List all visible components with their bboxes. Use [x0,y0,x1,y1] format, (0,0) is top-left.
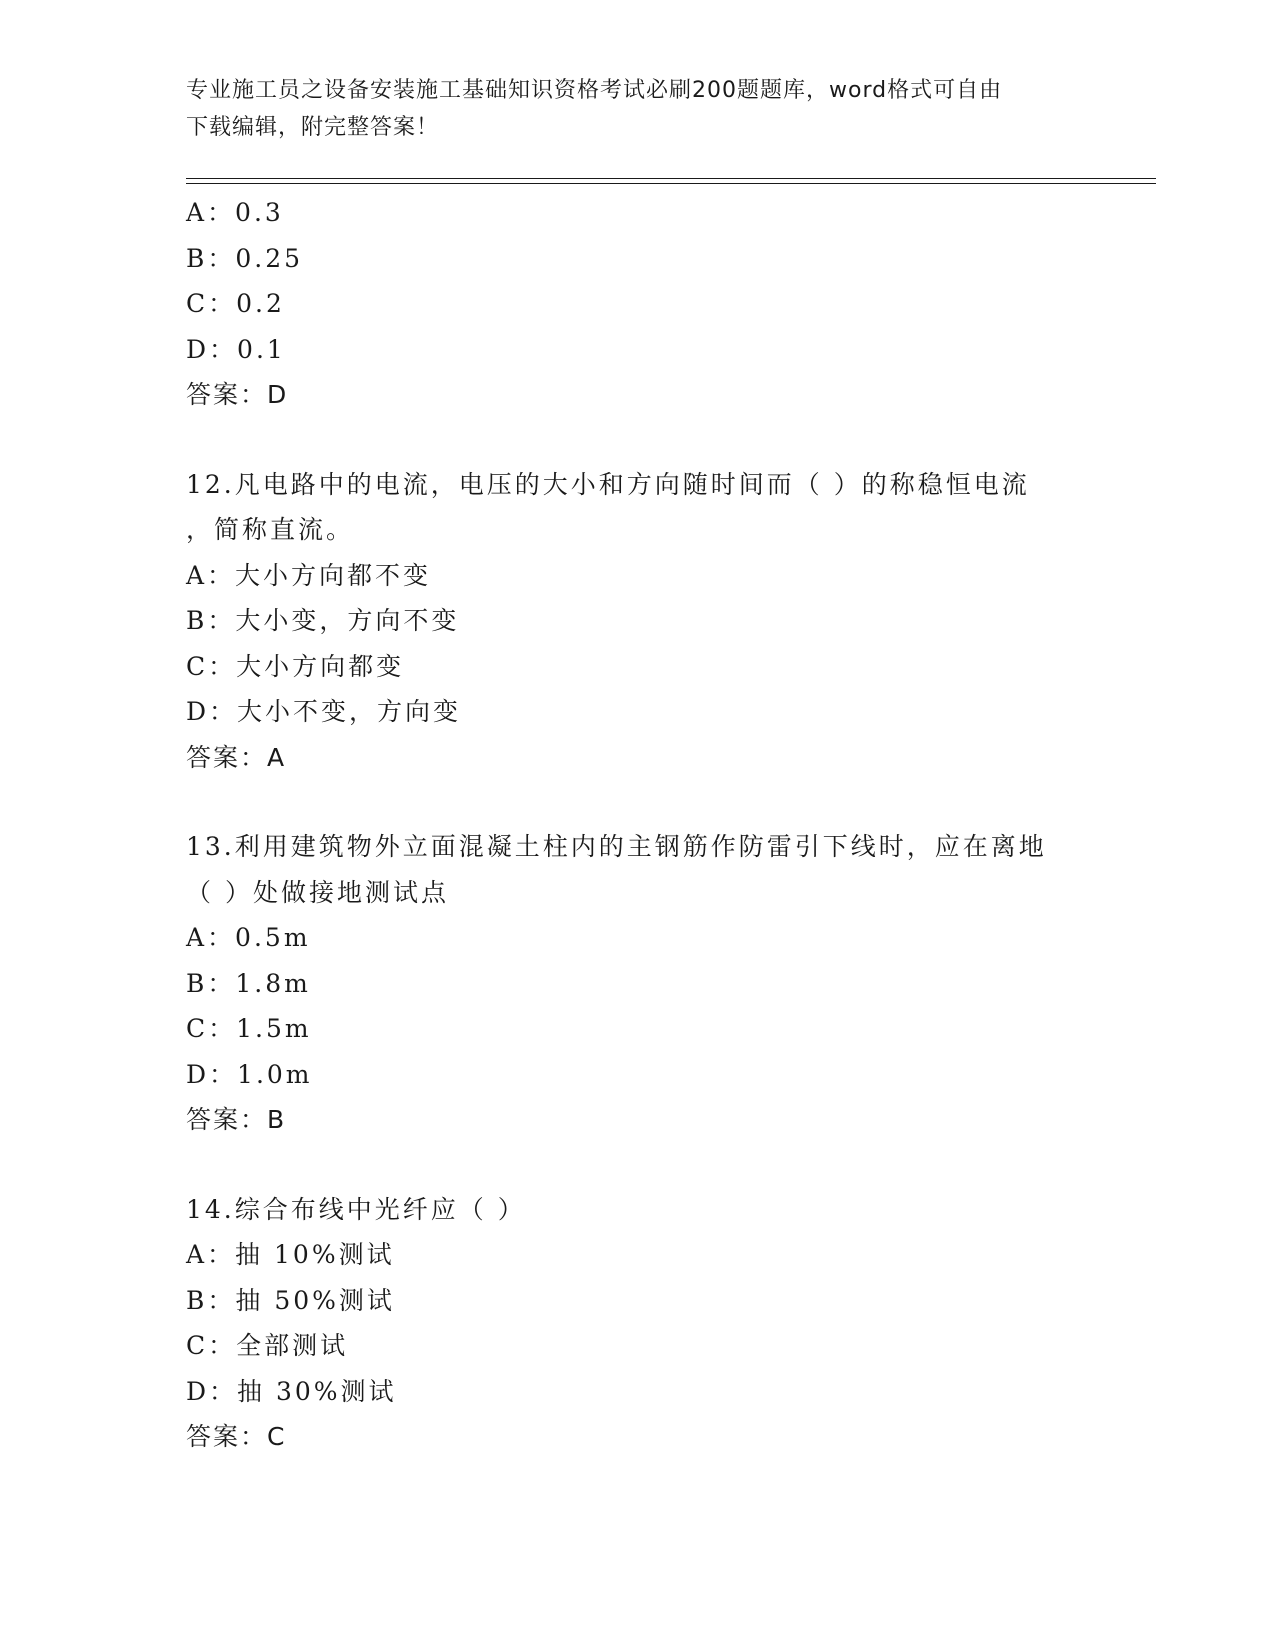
spacer [186,780,1086,824]
question-stem-line-1: 13.利用建筑物外立面混凝土柱内的主钢筋作防雷引下线时，应在离地 [186,832,1047,861]
option-d: D：1.0m [186,1059,313,1089]
question-stem-line-2: （ ）处做接地测试点 [186,877,449,907]
option-d: D：0.1 [186,334,286,364]
option-b: B：抽 50%测试 [186,1285,395,1315]
document-title-line-2: 下载编辑，附完整答案！ [186,115,440,140]
answer-text: 答案：A [186,742,287,772]
question-list [186,190,1086,1460]
answer-text: 答案：B [186,1105,287,1134]
document-title [186,72,1066,146]
option-c: C：0.2 [186,289,285,318]
spacer [186,1143,1086,1187]
answer-text: 答案：D [186,380,289,409]
option-c: C：全部测试 [186,1331,349,1360]
question-stem-line-1: 12.凡电路中的电流，电压的大小和方向随时间而（ ）的称稳恒电流 [186,469,1030,499]
option-d: D：大小不变，方向变 [186,697,462,726]
question-11 [186,190,1086,418]
header-divider [186,178,1156,184]
option-c: C：1.5m [186,1014,312,1043]
option-a: A：0.3 [186,198,284,227]
option-a: A：抽 10%测试 [186,1240,395,1269]
option-a: A：0.5m [186,923,311,952]
question-14 [186,1187,1086,1460]
option-b: B：1.8m [186,968,311,998]
option-b: B：大小变，方向不变 [186,606,460,635]
document-title-line-1: 专业施工员之设备安装施工基础知识资格考试必刷200题题库，word格式可自由 [186,78,1003,103]
option-d: D：抽 30%测试 [186,1376,397,1406]
question-stem-line-2: ，简称直流。 [186,515,355,544]
question-13 [186,824,1086,1143]
option-b: B：0.25 [186,243,304,273]
answer-text: 答案：C [186,1422,287,1451]
spacer [186,418,1086,462]
question-stem-line-1: 14.综合布线中光纤应（ ） [186,1194,526,1224]
question-12 [186,462,1086,781]
option-c: C：大小方向都变 [186,651,405,681]
option-a: A：大小方向都不变 [186,560,432,590]
